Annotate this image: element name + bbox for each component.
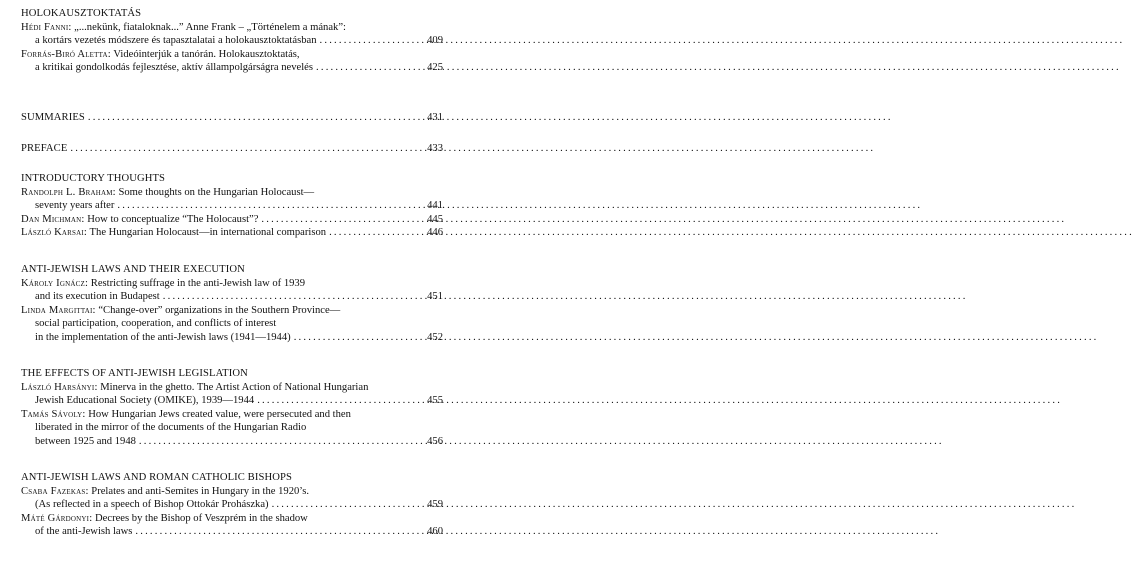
entry-page-number: 459 <box>427 499 443 511</box>
entry-title-line: Videóinterjúk a tanórán. Holokausztoktatás, <box>113 48 300 60</box>
entry-author: Károly Ignácz: <box>21 277 89 289</box>
toc-entry <box>21 512 443 539</box>
toc-section-effects-of-legislation <box>21 367 443 449</box>
entry-page-number: 431 <box>427 112 443 123</box>
entry-author: Randolph L. Braham: <box>21 186 116 198</box>
entry-title-line: Restricting suffrage in the anti-Jewish law of 1939 <box>90 277 306 289</box>
entry-page-number: 445 <box>427 213 443 225</box>
entry-author: Forrás-Biró Aletta: <box>21 48 111 60</box>
section-heading: SUMMARIES <box>21 112 85 123</box>
toc-section-introductory-thoughts <box>21 172 443 240</box>
toc-section-preface <box>21 142 443 156</box>
entry-page-number: 433 <box>427 143 443 154</box>
entry-title-line: of the anti-Jewish laws <box>35 526 133 538</box>
entry-title-line: How to conceptualize “The Holocaust”? <box>87 213 259 225</box>
table-of-contents-page <box>0 0 462 563</box>
entry-title-line: „...nekünk, fiataloknak...” Anne Frank – „Történelem a mának”: <box>74 21 346 33</box>
entry-title-line: Decrees by the Bishop of Veszprém in the shadow <box>95 512 308 524</box>
section-heading: THE EFFECTS OF ANTI-JEWISH LEGISLATION <box>21 368 248 379</box>
entry-title-line: Some thoughts on the Hungarian Holocaust— <box>118 186 315 198</box>
entry-author: László Karsai: <box>21 227 88 239</box>
entry-page-number: 460 <box>427 526 443 538</box>
toc-entry <box>21 213 443 227</box>
entry-page-number: 456 <box>427 435 443 447</box>
dot-leader <box>316 61 424 75</box>
toc-entry <box>21 381 443 408</box>
entry-title-line: Minerva in the ghetto. The Artist Action of National Hungarian <box>100 381 369 393</box>
entry-page-number: 452 <box>427 331 443 343</box>
entry-author: Dan Michman: <box>21 213 85 225</box>
section-heading: ANTI-JEWISH LAWS AND THEIR EXECUTION <box>21 264 245 275</box>
entry-title-line: liberated in the mirror of the documents of the Hungarian Radio <box>35 422 307 434</box>
toc-section-holokausztoktatas <box>21 7 443 75</box>
entry-title-line: a kortárs vezetés módszere és tapasztalatai a holokausztoktatásban <box>35 35 317 47</box>
entry-title-line: a kritikai gondolkodás fejlesztése, aktív állampolgárságra nevelés <box>35 62 313 74</box>
entry-title-line: social participation, cooperation, and conflicts of interest <box>35 318 277 330</box>
toc-entry <box>21 48 443 75</box>
dot-leader <box>70 142 424 156</box>
entry-page-number: 455 <box>427 395 443 407</box>
toc-entry <box>21 408 443 449</box>
toc-entry <box>21 226 443 240</box>
toc-entry <box>21 485 443 512</box>
entry-title-line: “Change-over” organizations in the Southern Province— <box>98 304 341 316</box>
entry-author: Csaba Fazekas: <box>21 485 89 497</box>
dot-leader <box>261 213 424 227</box>
entry-title-line: The Hungarian Holocaust—in international comparison <box>89 227 327 239</box>
entry-page-number: 409 <box>427 35 443 47</box>
entry-title-line: in the implementation of the anti-Jewish laws (1941—1944) <box>35 331 291 343</box>
entry-title-line: How Hungarian Jews created value, were persecuted and then <box>88 408 351 420</box>
dot-leader <box>272 498 425 512</box>
toc-entry <box>21 277 443 304</box>
dot-leader <box>88 111 424 125</box>
dot-leader <box>320 34 425 48</box>
entry-title-line: and its execution in Budapest <box>35 291 160 303</box>
dot-leader <box>163 290 424 304</box>
entry-author: Linda Margittai: <box>21 304 96 316</box>
entry-author: Hédi Fanni: <box>21 21 72 33</box>
entry-author: László Harsányi: <box>21 381 98 393</box>
entry-title-line: seventy years after <box>35 200 115 212</box>
section-heading: ANTI-JEWISH LAWS AND ROMAN CATHOLIC BISHOPS <box>21 472 292 483</box>
entry-title-line: between 1925 and 1948 <box>35 435 136 447</box>
toc-section-anti-jewish-laws-execution <box>21 263 443 345</box>
dot-leader <box>257 394 424 408</box>
toc-section-summaries <box>21 111 443 125</box>
entry-page-number: 441 <box>427 200 443 212</box>
entry-title-line: Prelates and anti-Semites in Hungary in the 1920’s. <box>91 485 310 497</box>
entry-page-number: 451 <box>427 291 443 303</box>
entry-page-number: 425 <box>427 62 443 74</box>
entry-title-line: (As reflected in a speech of Bishop Ottokár Prohászka) <box>35 499 269 511</box>
toc-entry <box>21 21 443 48</box>
section-heading: PREFACE <box>21 143 68 154</box>
toc-section-roman-catholic-bishops <box>21 471 443 539</box>
toc-entry <box>21 304 443 345</box>
section-heading: INTRODUCTORY THOUGHTS <box>21 173 166 184</box>
entry-page-number: 446 <box>427 227 443 239</box>
entry-author: Máté Gárdonyi: <box>21 512 93 524</box>
entry-title-line: Jewish Educational Society (OMIKE), 1939—1944 <box>35 395 255 407</box>
dot-leader <box>294 331 424 345</box>
section-heading: HOLOKAUSZTOKTATÁS <box>21 8 142 19</box>
dot-leader <box>329 226 424 240</box>
dot-leader <box>139 435 424 449</box>
entry-author: Tamás Sávoly: <box>21 408 86 420</box>
dot-leader <box>117 199 424 213</box>
toc-entry <box>21 186 443 213</box>
dot-leader <box>135 525 424 539</box>
